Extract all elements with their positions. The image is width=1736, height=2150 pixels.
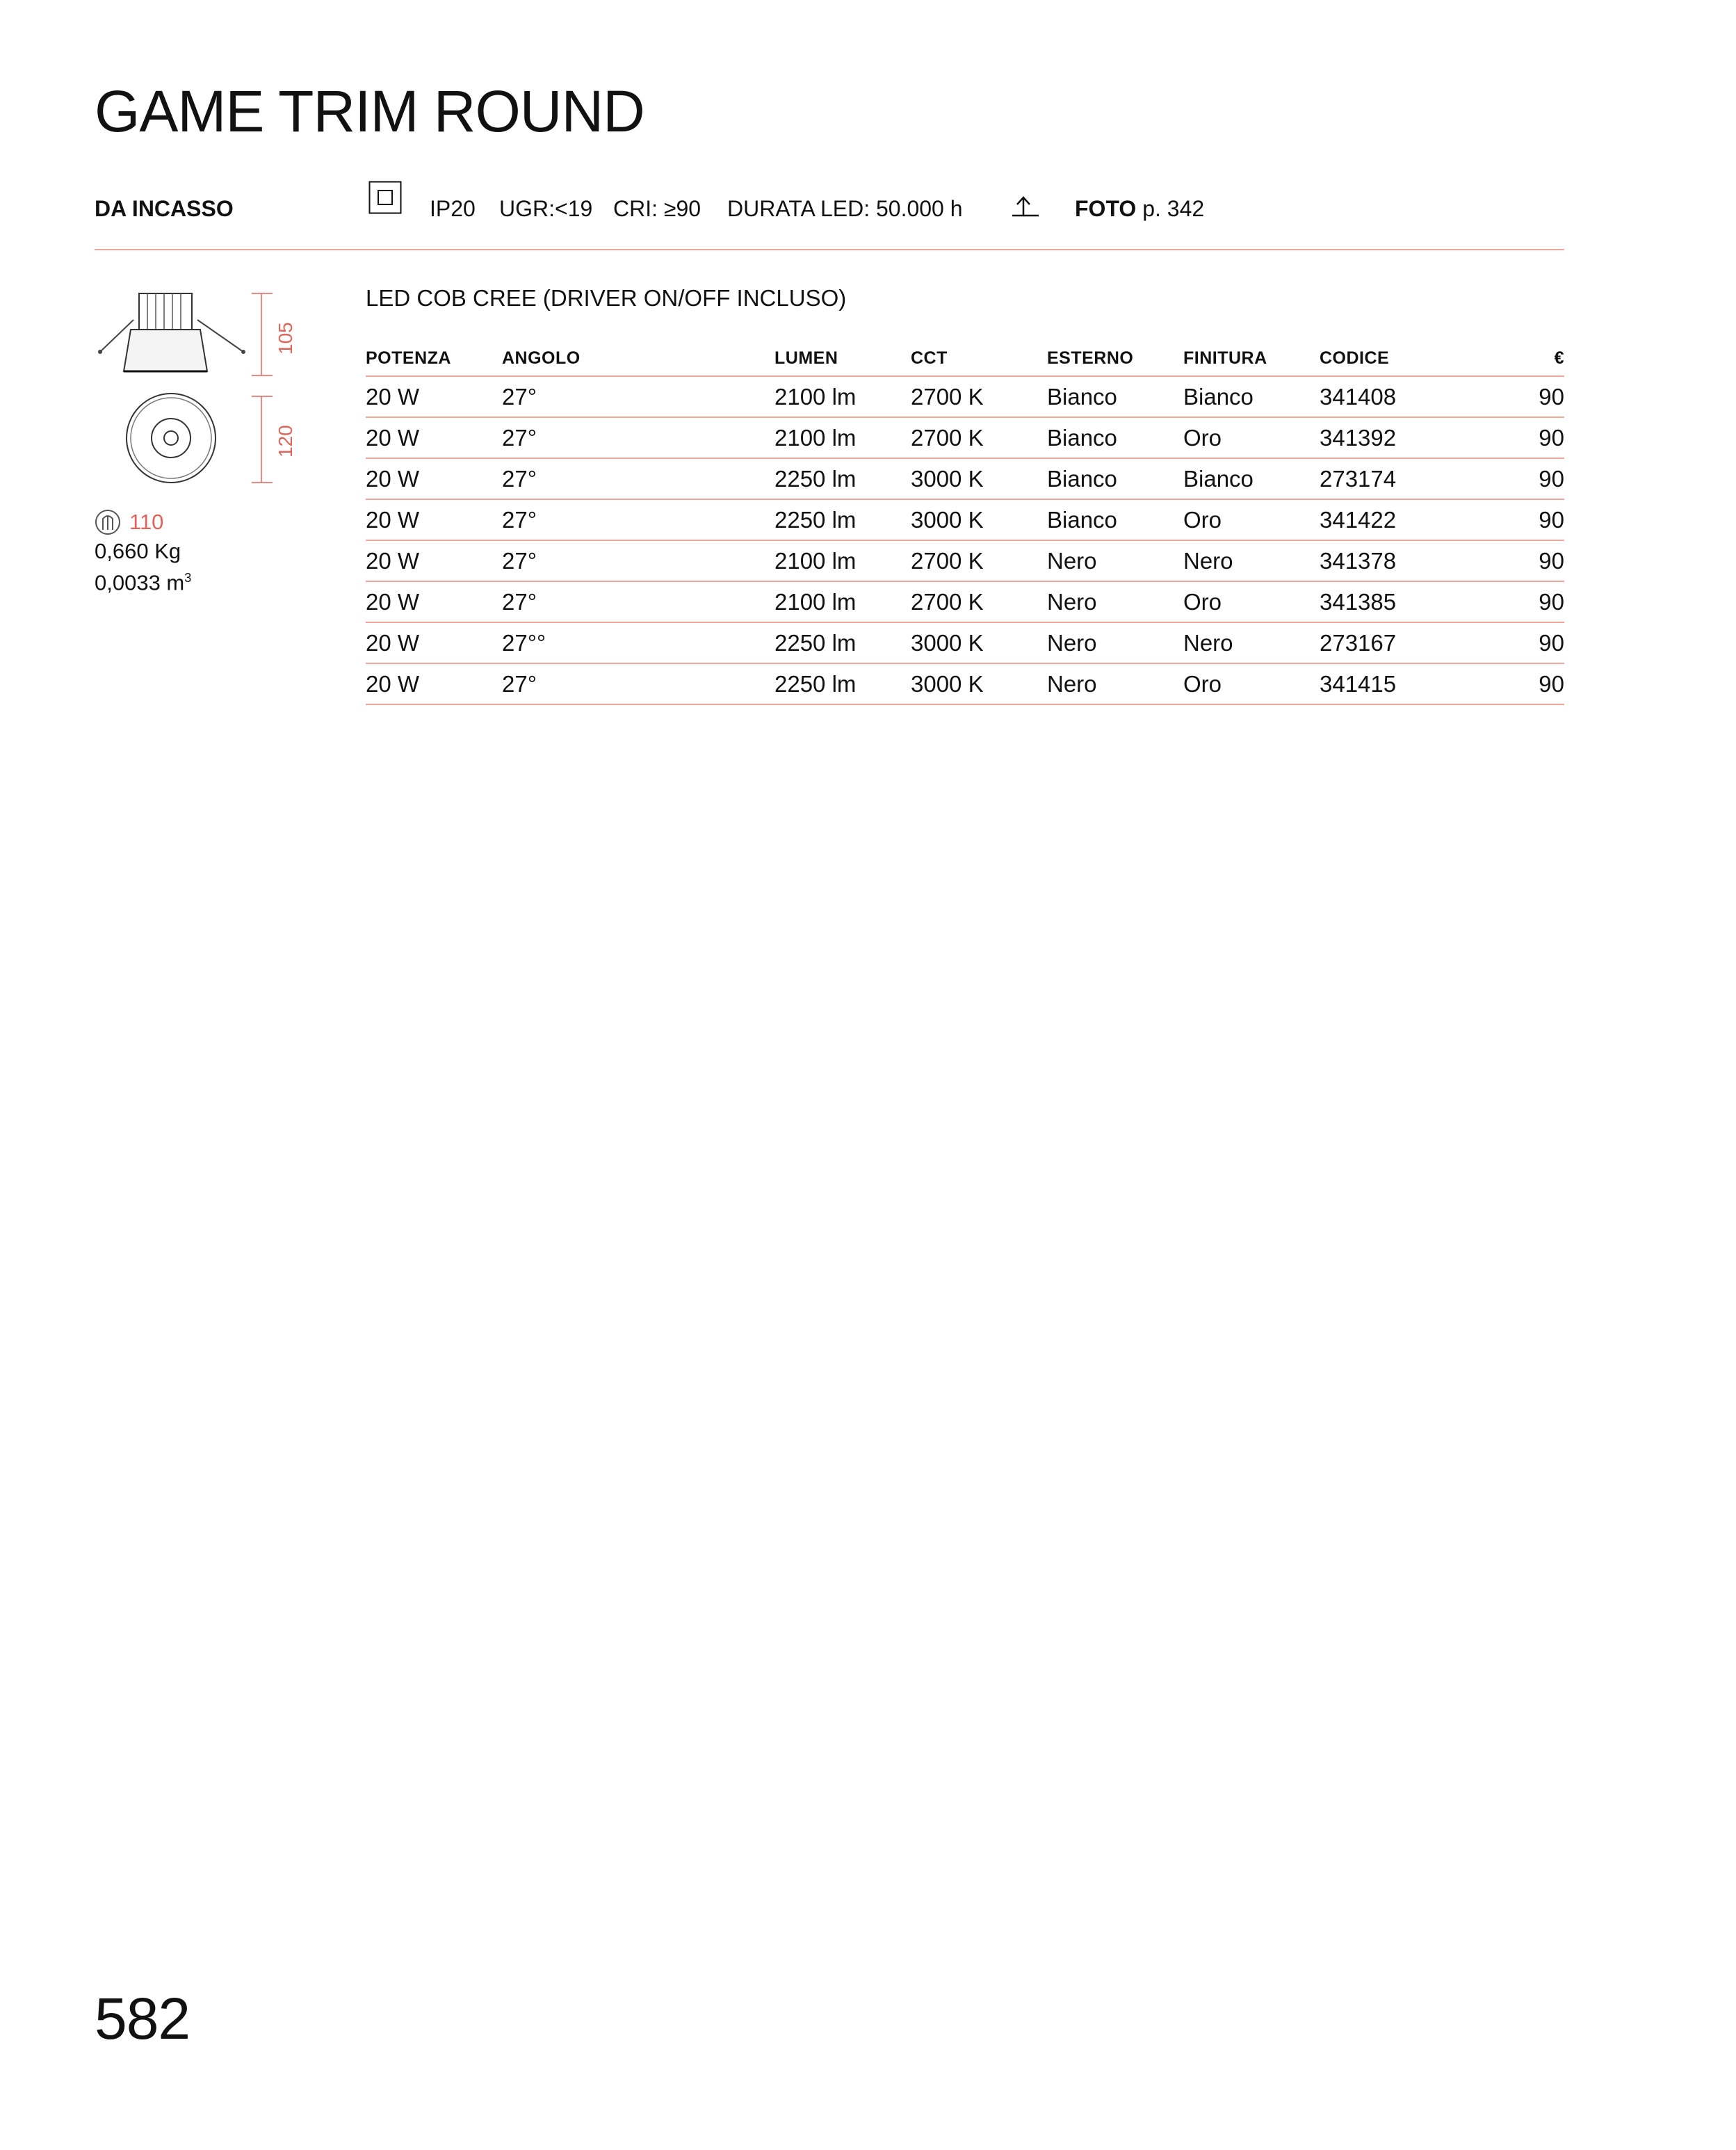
cell-codice: 273174 <box>1320 458 1456 499</box>
weight: 0,660 Kg <box>95 539 181 563</box>
cell-cct: 2700 K <box>911 540 1047 581</box>
col-header-cct: CCT <box>911 341 1047 376</box>
cell-finitura: Bianco <box>1183 458 1320 499</box>
cutout-size: 110 <box>129 510 164 534</box>
cell-lumen: 2250 lm <box>774 622 911 663</box>
col-header-prezzo: € <box>1456 341 1564 376</box>
cutout-hole-icon <box>95 509 121 535</box>
ip-rating: IP20 <box>430 196 476 221</box>
cell-prezzo: 90 <box>1456 376 1564 417</box>
table-row <box>366 376 1564 417</box>
cell-codice: 341392 <box>1320 417 1456 458</box>
foto-reference[interactable] <box>1075 196 1204 222</box>
cell-lumen: 2250 lm <box>774 499 911 540</box>
cell-codice: 341385 <box>1320 581 1456 622</box>
cell-codice: 341422 <box>1320 499 1456 540</box>
cell-cct: 2700 K <box>911 376 1047 417</box>
cell-prezzo: 90 <box>1456 663 1564 704</box>
col-header-potenza: POTENZA <box>366 341 502 376</box>
spec-bar <box>95 181 1564 250</box>
cell-esterno: Nero <box>1047 622 1183 663</box>
cell-cct: 2700 K <box>911 581 1047 622</box>
cell-prezzo: 90 <box>1456 540 1564 581</box>
cell-potenza: 20 W <box>366 417 502 458</box>
cell-potenza: 20 W <box>366 376 502 417</box>
col-header-esterno: ESTERNO <box>1047 341 1183 376</box>
ugr-rating: UGR:<19 <box>499 196 593 221</box>
foto-label: FOTO <box>1075 196 1137 221</box>
col-header-angolo: ANGOLO <box>502 341 774 376</box>
col-header-lumen: LUMEN <box>774 341 911 376</box>
arrow-up-corner-icon <box>1011 193 1041 221</box>
cell-potenza: 20 W <box>366 663 502 704</box>
cell-angolo: 27° <box>502 458 774 499</box>
cell-lumen: 2250 lm <box>774 663 911 704</box>
cell-prezzo: 90 <box>1456 622 1564 663</box>
col-header-codice: CODICE <box>1320 341 1456 376</box>
cell-potenza: 20 W <box>366 581 502 622</box>
section-title: LED COB CREE (DRIVER ON/OFF INCLUSO) <box>366 285 847 311</box>
cell-esterno: Nero <box>1047 581 1183 622</box>
cell-prezzo: 90 <box>1456 458 1564 499</box>
packaging-info <box>95 506 191 596</box>
cell-esterno: Bianco <box>1047 499 1183 540</box>
cell-lumen: 2100 lm <box>774 417 911 458</box>
cell-cct: 2700 K <box>911 417 1047 458</box>
cell-cct: 3000 K <box>911 622 1047 663</box>
cell-prezzo: 90 <box>1456 499 1564 540</box>
diameter-dim-label: 120 <box>275 425 296 458</box>
cell-codice: 341378 <box>1320 540 1456 581</box>
cell-cct: 3000 K <box>911 499 1047 540</box>
table-header-row <box>366 341 1564 376</box>
page-title: GAME TRIM ROUND <box>95 79 644 144</box>
cell-codice: 341415 <box>1320 663 1456 704</box>
col-header-finitura: FINITURA <box>1183 341 1320 376</box>
cell-codice: 273167 <box>1320 622 1456 663</box>
cell-finitura: Oro <box>1183 663 1320 704</box>
led-life: DURATA LED: 50.000 h <box>727 196 963 221</box>
volume-value: 0,0033 m <box>95 570 185 595</box>
cell-lumen: 2100 lm <box>774 581 911 622</box>
foto-page: p. 342 <box>1142 196 1205 221</box>
cell-lumen: 2100 lm <box>774 540 911 581</box>
mounting-type: DA INCASSO <box>95 196 234 221</box>
table-row <box>366 417 1564 458</box>
height-dimension <box>252 293 296 375</box>
cell-finitura: Nero <box>1183 622 1320 663</box>
cell-prezzo: 90 <box>1456 417 1564 458</box>
cell-esterno: Nero <box>1047 663 1183 704</box>
height-dim-label: 105 <box>275 322 296 355</box>
cell-angolo: 27° <box>502 376 774 417</box>
volume-exponent: 3 <box>184 571 192 585</box>
table-row <box>366 581 1564 622</box>
table-row <box>366 499 1564 540</box>
cell-potenza: 20 W <box>366 499 502 540</box>
top-view-drawing <box>127 394 216 483</box>
cell-potenza: 20 W <box>366 458 502 499</box>
product-drawings <box>90 285 313 501</box>
table-row <box>366 540 1564 581</box>
cell-lumen: 2100 lm <box>774 376 911 417</box>
diameter-dimension <box>252 396 296 483</box>
cell-esterno: Bianco <box>1047 458 1183 499</box>
cell-codice: 341408 <box>1320 376 1456 417</box>
cell-esterno: Nero <box>1047 540 1183 581</box>
cell-finitura: Nero <box>1183 540 1320 581</box>
cell-potenza: 20 W <box>366 622 502 663</box>
table-row <box>366 622 1564 663</box>
page-number: 582 <box>95 1986 190 2051</box>
cell-finitura: Bianco <box>1183 376 1320 417</box>
product-table <box>366 341 1564 705</box>
cell-finitura: Oro <box>1183 417 1320 458</box>
cell-angolo: 27° <box>502 417 774 458</box>
table-row <box>366 663 1564 704</box>
cell-esterno: Bianco <box>1047 417 1183 458</box>
class-ii-double-square-icon <box>368 181 402 214</box>
cri-rating: CRI: ≥90 <box>613 196 701 221</box>
cell-lumen: 2250 lm <box>774 458 911 499</box>
cell-angolo: 27° <box>502 499 774 540</box>
cell-finitura: Oro <box>1183 499 1320 540</box>
cell-cct: 3000 K <box>911 458 1047 499</box>
cell-angolo: 27°° <box>502 622 774 663</box>
side-view-drawing <box>98 293 245 371</box>
cell-angolo: 27° <box>502 581 774 622</box>
cell-potenza: 20 W <box>366 540 502 581</box>
cell-angolo: 27° <box>502 663 774 704</box>
cell-esterno: Bianco <box>1047 376 1183 417</box>
cell-angolo: 27° <box>502 540 774 581</box>
volume <box>95 565 191 596</box>
table-row <box>366 458 1564 499</box>
cell-prezzo: 90 <box>1456 581 1564 622</box>
cell-cct: 3000 K <box>911 663 1047 704</box>
cell-finitura: Oro <box>1183 581 1320 622</box>
